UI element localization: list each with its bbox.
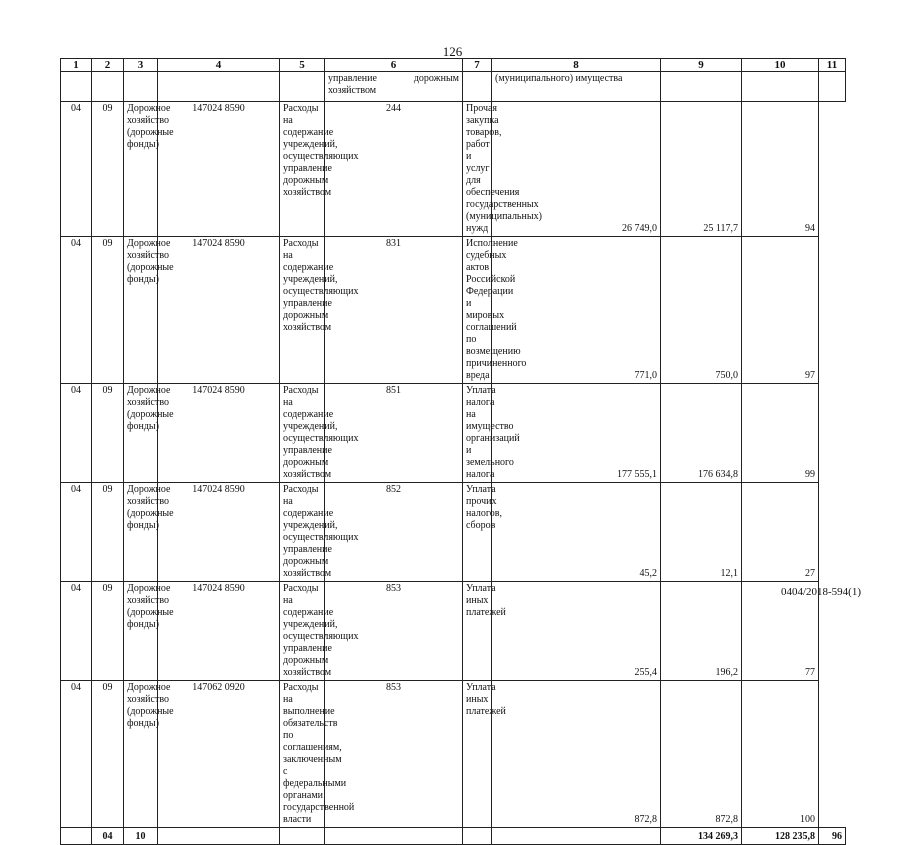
expense-type-code: 244	[325, 102, 463, 237]
actual-amount: 196,2	[661, 582, 742, 681]
col-header: 9	[661, 59, 742, 72]
planned-amount: 771,0	[492, 237, 661, 384]
subsection-code: 09	[92, 384, 124, 483]
planned-amount: 26 749,0	[492, 102, 661, 237]
expense-description: Расходы на содержание учреждений, осуществляющих управление дорожным хозяйством	[280, 582, 325, 681]
subsection-code: 09	[92, 237, 124, 384]
section-code: 04	[61, 237, 92, 384]
target-article-code: 147024 8590	[158, 483, 280, 582]
actual-amount: 25 117,7	[661, 102, 742, 237]
continuation-row	[61, 72, 846, 102]
expense-type-code: 853	[325, 582, 463, 681]
expense-type-code: 831	[325, 237, 463, 384]
expense-type: Уплата иных платежей	[463, 681, 492, 828]
col-header: 3	[124, 59, 158, 72]
section-code: 04	[61, 483, 92, 582]
section-code: 04	[61, 681, 92, 828]
total-execution-percent: 96	[819, 828, 846, 845]
budget-table	[60, 58, 846, 845]
total-row	[61, 828, 846, 845]
page-number: 126	[442, 44, 463, 59]
section-name: Дорожное хозяйство (дорожные фонды)	[124, 483, 158, 582]
execution-percent: 100	[742, 681, 819, 828]
actual-amount: 750,0	[661, 237, 742, 384]
expense-type: Уплата прочих налогов, сборов	[463, 483, 492, 582]
expense-type: Уплата иных платежей	[463, 582, 492, 681]
target-article-code: 147024 8590	[158, 582, 280, 681]
col-header: 8	[492, 59, 661, 72]
subsection-code: 09	[92, 681, 124, 828]
table-row	[61, 681, 846, 828]
execution-percent: 27	[742, 483, 819, 582]
target-article-code: 147024 8590	[158, 237, 280, 384]
execution-percent: 77	[742, 582, 819, 681]
section-name: Дорожное хозяйство (дорожные фонды)	[124, 237, 158, 384]
expense-type: (муниципального) имущества	[492, 72, 661, 102]
actual-amount: 872,8	[661, 681, 742, 828]
section-name: Дорожное хозяйство (дорожные фонды)	[124, 384, 158, 483]
expense-description: Расходы на содержание учреждений, осуществляющих управление дорожным хозяйством	[280, 102, 325, 237]
table-row	[61, 102, 846, 237]
execution-percent: 99	[742, 384, 819, 483]
expense-description: Расходы на выполнение обязательств по соглашениям, заключенным с федеральными органами государственной власти	[280, 681, 325, 828]
actual-amount: 176 634,8	[661, 384, 742, 483]
subsection-code: 09	[92, 483, 124, 582]
col-header: 11	[819, 59, 846, 72]
col-header: 4	[158, 59, 280, 72]
col-header: 1	[61, 59, 92, 72]
total-planned-amount: 134 269,3	[661, 828, 742, 845]
execution-percent: 97	[742, 237, 819, 384]
table-row	[61, 483, 846, 582]
total-actual-amount: 128 235,8	[742, 828, 819, 845]
document-code: 0404/2018-594(1)	[780, 586, 861, 598]
target-article-code: 147062 0920	[158, 681, 280, 828]
section-name: Дорожное хозяйство (дорожные фонды)	[124, 681, 158, 828]
planned-amount: 45,2	[492, 483, 661, 582]
planned-amount: 177 555,1	[492, 384, 661, 483]
table-row	[61, 582, 846, 681]
expense-description: Расходы на содержание учреждений, осуществляющих управление дорожным хозяйством	[280, 483, 325, 582]
expense-description: управление дорожным хозяйством	[325, 72, 463, 102]
expense-type: Прочая закупка товаров, работ и услуг для обеспечения государственных (муниципальных) нужд	[463, 102, 492, 237]
expense-description: Расходы на содержание учреждений, осуществляющих управление дорожным хозяйством	[280, 237, 325, 384]
section-name: Дорожное хозяйство (дорожные фонды)	[124, 582, 158, 681]
col-header: 5	[280, 59, 325, 72]
col-header: 2	[92, 59, 124, 72]
expense-type-code: 851	[325, 384, 463, 483]
section-code: 04	[61, 582, 92, 681]
table-row	[61, 384, 846, 483]
execution-percent: 94	[742, 102, 819, 237]
table-row	[61, 237, 846, 384]
total-section-code: 04	[92, 828, 124, 845]
subsection-code: 09	[92, 102, 124, 237]
col-header: 6	[325, 59, 463, 72]
header-row	[61, 59, 846, 72]
expense-type-code: 852	[325, 483, 463, 582]
target-article-code: 147024 8590	[158, 102, 280, 237]
expense-type: Исполнение судебных актов Российской Федерации и мировых соглашений по возмещению причиненного вреда	[463, 237, 492, 384]
section-code: 04	[61, 102, 92, 237]
planned-amount: 872,8	[492, 681, 661, 828]
section-name: Дорожное хозяйство (дорожные фонды)	[124, 102, 158, 237]
expense-description: Расходы на содержание учреждений, осуществляющих управление дорожным хозяйством	[280, 384, 325, 483]
col-header: 7	[463, 59, 492, 72]
actual-amount: 12,1	[661, 483, 742, 582]
expense-type-code: 853	[325, 681, 463, 828]
section-code: 04	[61, 384, 92, 483]
target-article-code: 147024 8590	[158, 384, 280, 483]
expense-type: Уплата налога на имущество организаций и земельного налога	[463, 384, 492, 483]
col-header: 10	[742, 59, 819, 72]
subsection-code: 09	[92, 582, 124, 681]
total-subsection-code: 10	[124, 828, 158, 845]
planned-amount: 255,4	[492, 582, 661, 681]
